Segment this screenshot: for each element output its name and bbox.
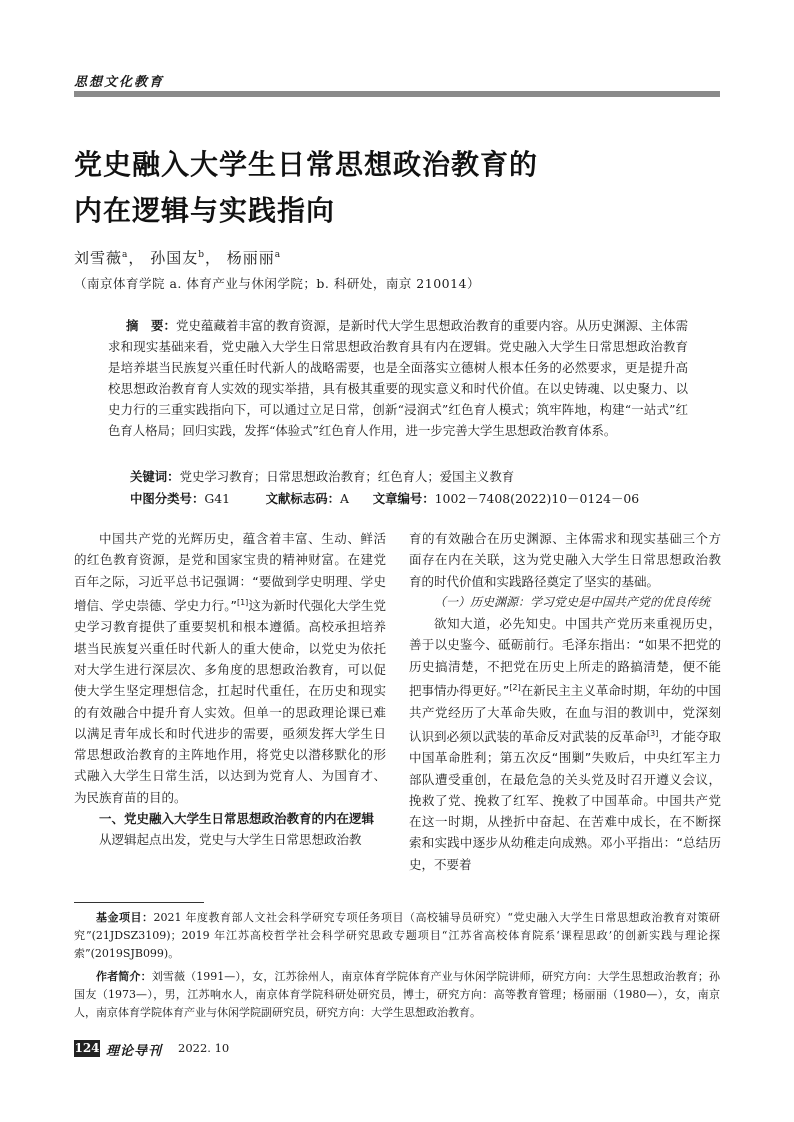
author-bio-note <box>74 968 720 1022</box>
article-no-label: 文章编号： <box>372 491 435 506</box>
classification-code: G41 <box>204 491 231 506</box>
author-affiliation-mark: a <box>274 250 282 260</box>
doc-code-label: 文献标志码： <box>265 491 340 506</box>
author-separator: ， <box>128 249 145 267</box>
keywords-label: 关键词： <box>130 469 180 484</box>
author-affiliation-mark: a <box>122 250 129 260</box>
funding-note <box>74 909 720 963</box>
body-paragraph: 从逻辑起点出发，党史与大学生日常思想政治教 <box>99 832 362 848</box>
author-name: 孙国友 <box>150 249 199 267</box>
author-name: 杨丽丽 <box>226 249 275 267</box>
subsection-heading: （一）历史渊源：学习党史是中国共产党的优良传统 <box>434 594 711 609</box>
article-title-line1: 党史融入大学生日常思想政治教育的 <box>74 148 539 181</box>
keywords-text: 党史学习教育；日常思想政治教育；红色育人；爱国主义教育 <box>179 469 515 484</box>
abstract-text: 党史蕴藏着丰富的教育资源，是新时代大学生思想政治教育的重要内容。从历史渊源、主体需求和现实基础来看，党史融入大学生日常思想政治教育具有内在逻辑。党史融入大学生日常思想政治教育是培养堪当民族复兴重任时代新人的战略需要，也是全面落实立德树人根本任务的必然要求，更是提升高校思想政治教育育人实效的现实举措，具有极其重要的现实意义和时代价值。在以史铸魂、以史聚力、以史力行的三重实践指向下，可以通过立足日常，创新“浸润式”红色育人模式；筑牢阵地，构建“一站式”红色育人格局；回归实践，发挥“体验式”红色育人作用，进一步完善大学生思想政治教育体系。 <box>108 318 689 438</box>
article-no: 1002－7408(2022)10－0124－06 <box>434 491 640 506</box>
body-paragraph <box>409 613 721 875</box>
footnotes <box>74 909 720 1027</box>
body-text: 中国共产党的光辉历史，蕴含着丰富、生动、鲜活的红色教育资源，是党和国家宝贵的精神财富。在建党百年之际，习近平总书记强调：“要做到学史明理、学史增信、学史崇德、学史力行。” <box>74 531 386 614</box>
citation-ref: [1] <box>236 597 249 607</box>
body-text: 欲知大道，必先知史。中国共产党历来重视历史，善于以史鉴今、砥砺前行。毛泽东指出：“如果不把党的历史搞清楚，不把党在历史上所走的路搞清楚，便不能把事情办得更好。” <box>409 616 721 699</box>
citation-ref: [2] <box>509 683 521 693</box>
body-paragraph <box>74 528 386 808</box>
article-title-line2: 内在逻辑与实践指向 <box>74 194 336 227</box>
footnote-rule <box>74 902 204 903</box>
author-bio-text: 刘雪薇（1991—），女，江苏徐州人，南京体育学院体育产业与休闲学院讲师，研究方向：大学生思想政治教育；孙国友（1973—），男，江苏响水人，南京体育学院科研处研究员，博士，研究方向：高等教育管理；杨丽丽（1980—），女，南京人，南京体育学院体育产业与休闲学院副研究员，研究方向：大学生思想政治教育。 <box>74 970 721 1019</box>
body-text: 这为新时代强化大学生党史学习教育提供了重要契机和根本遵循。高校承担培养堪当民族复兴重任时代新人的重大使命，以党史为依托对大学生进行深层次、多角度的思想政治教育，可以促使大学生坚定理想信念，扛起时代重任，在历史和现实的有效融合中提升育人实效。但单一的思政理论课已难以满足青年成长和时代进步的需要，亟须发挥大学生日常思想政治教育的主阵地作用，将党史以潜移默化的形式融入大学生日常生活，以达到为党育人、为国育才、为民族育苗的目的。 <box>74 598 386 805</box>
author-bio-label: 作者简介： <box>96 970 152 983</box>
header-rule <box>74 91 720 97</box>
section-heading: 一、党史融入大学生日常思想政治教育的内在逻辑 <box>99 811 375 827</box>
body-text: ，才能夺取中国革命胜利；第五次反“围剿”失败后，中央红军主力部队遭受重创，在最危急的关头党及时召开遵义会议，挽救了党、挽救了红军、挽救了中国革命。中国共产党在这一时期，从挫折中奋起、在苦难中成长，在不断探索和实践中逐步从幼稚走向成熟。邓小平指出：“总结历史，不要着 <box>409 728 721 872</box>
doc-code: A <box>340 491 349 506</box>
journal-name: 理论导刊 <box>106 1044 163 1059</box>
body-text: 在新民主主义革命时期，年幼的中国共产党经历了大革命失败，在血与泪的教训中，党深刻认识到必须以武装的革命反对武装的反革命 <box>409 683 721 744</box>
page-number: 124 <box>74 1041 100 1055</box>
author-list <box>74 247 281 268</box>
funding-label: 基金项目： <box>96 911 154 924</box>
classification-label: 中图分类号： <box>130 491 205 506</box>
citation-ref: [3] <box>647 728 659 738</box>
keywords <box>130 467 514 485</box>
author-separator: ， <box>204 249 221 267</box>
body-paragraph: 育的有效融合在历史渊源、主体需求和现实基础三个方面存在内在关联，这为党史融入大学生日常思想政治教育的时代价值和实践路径奠定了坚实的基础。 <box>409 531 721 589</box>
body-column-right <box>409 528 721 875</box>
section-label: 思想文化教育 <box>74 75 165 90</box>
body-column-left <box>74 528 386 851</box>
abstract <box>108 315 688 441</box>
classification-line <box>130 489 639 507</box>
author-name: 刘雪薇 <box>74 249 123 267</box>
abstract-label: 摘 要： <box>126 318 176 333</box>
journal-issue: 2022. 10 <box>178 1041 230 1055</box>
affiliation: （南京体育学院 a. 体育产业与休闲学院；b. 科研处，南京 210014） <box>74 276 481 291</box>
author-affiliation-mark: b <box>198 250 205 260</box>
funding-text: 2021 年度教育部人文社会科学研究专项任务项目（高校辅导员研究）“党史融入大学生日常思想政治教育对策研究”(21JDSZ3109)；2019 年江苏高校哲学社会科学研究思政专题项目“江苏省高校体育院系‘课程思政’的创新实践与理论探索”(2019SJB099)。 <box>74 911 720 960</box>
